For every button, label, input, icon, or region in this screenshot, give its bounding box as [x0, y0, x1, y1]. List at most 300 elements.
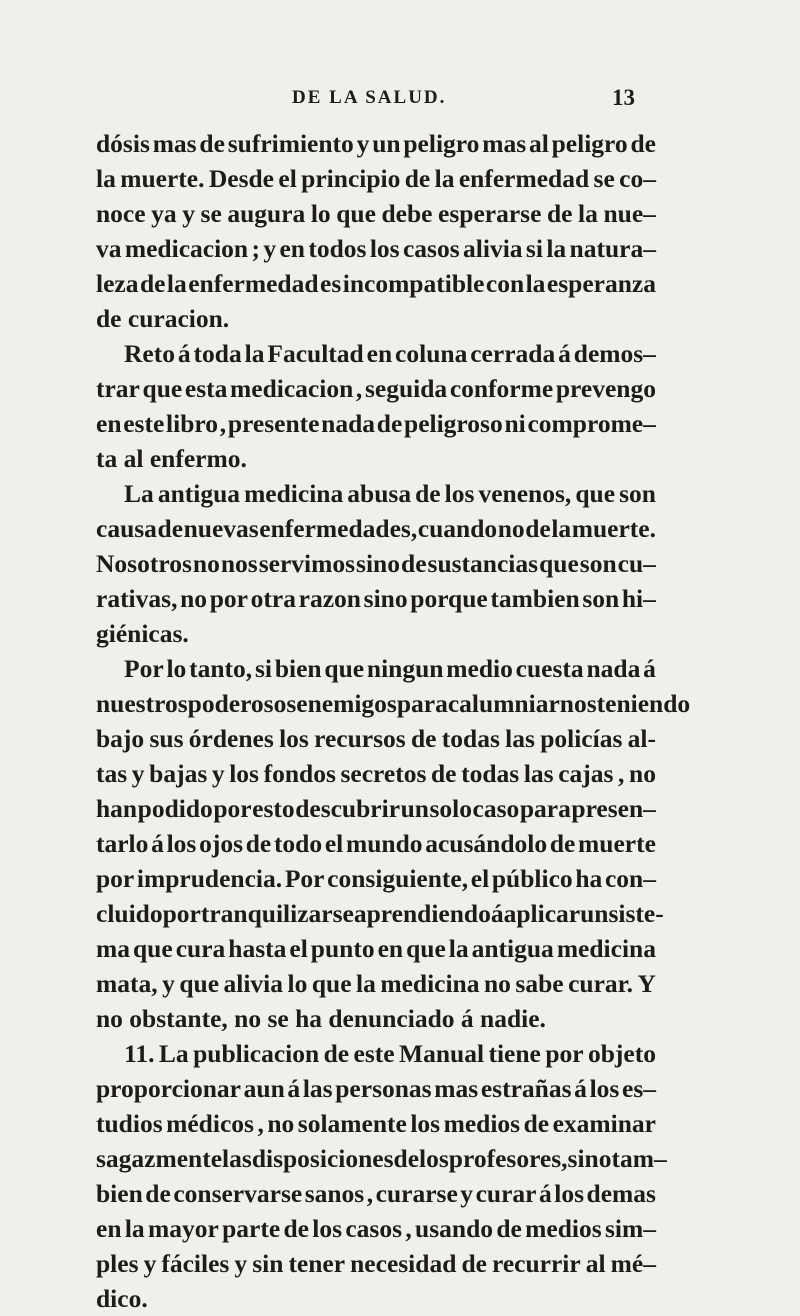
word: mas — [152, 129, 197, 158]
word: que — [142, 374, 183, 403]
word: de — [393, 1144, 420, 1173]
word: co– — [619, 164, 656, 193]
word: por — [545, 1039, 584, 1068]
word: al — [528, 129, 549, 158]
word: curar. — [568, 969, 633, 998]
word: rativas, — [96, 584, 178, 613]
word: con — [485, 269, 525, 298]
word: debe — [381, 199, 433, 228]
paragraph — [96, 651, 691, 1036]
word: mas — [434, 1074, 479, 1103]
text-line — [96, 1246, 656, 1281]
word: Y — [637, 969, 656, 998]
word: las — [505, 724, 535, 753]
word: de — [245, 829, 272, 858]
word: que — [311, 969, 352, 998]
word: necesidad — [350, 1249, 457, 1278]
word: de — [401, 549, 427, 578]
word: no — [483, 969, 511, 998]
word: podido — [137, 794, 213, 823]
word: seguida — [364, 374, 448, 403]
word: de — [431, 759, 457, 788]
word: las — [222, 1144, 252, 1173]
word: abusa — [347, 479, 412, 508]
word: medios — [443, 1109, 521, 1138]
text-line — [96, 826, 656, 861]
word: examinar — [552, 1109, 656, 1138]
word: , — [618, 759, 625, 788]
word: tambien — [490, 584, 580, 613]
word: natura– — [569, 234, 656, 263]
word: bajo — [96, 724, 145, 753]
text-line — [96, 861, 656, 896]
word: sagazmente — [96, 1144, 223, 1173]
word: fondos — [263, 759, 336, 788]
word: Manual — [399, 1039, 485, 1068]
word: curarse — [375, 1179, 458, 1208]
text-line — [96, 1071, 656, 1106]
word: tam– — [611, 1144, 667, 1173]
text-line — [96, 791, 656, 826]
word: cajas — [558, 759, 614, 788]
word: sanos — [304, 1179, 365, 1208]
word: todas — [441, 724, 500, 753]
word: causa — [96, 514, 157, 543]
word: peligro — [403, 129, 480, 158]
word: nue– — [603, 199, 656, 228]
word: nuestros — [96, 689, 188, 718]
text-line — [96, 721, 656, 756]
word: la — [525, 269, 546, 298]
word: , — [219, 409, 227, 438]
word: caso — [472, 794, 520, 823]
word: Por — [284, 864, 325, 893]
word: antigua — [471, 934, 554, 963]
word: consiguiente, — [327, 864, 469, 893]
word: hi– — [621, 584, 656, 613]
text-line: giénicas. — [96, 619, 189, 648]
word: medicacion — [230, 374, 354, 403]
word: de — [139, 269, 166, 298]
word: medio — [446, 654, 513, 683]
word: y — [211, 759, 225, 788]
word: de — [145, 1179, 171, 1208]
word: siste- — [608, 899, 664, 928]
word: enfermedad — [458, 164, 590, 193]
word: sino — [363, 584, 408, 613]
word: la — [124, 1214, 145, 1243]
word: no — [180, 584, 208, 613]
word: Por — [124, 654, 164, 683]
word: sim– — [604, 1214, 656, 1243]
word: objeto — [587, 1039, 656, 1068]
word: á — [574, 1074, 587, 1103]
word: los — [369, 234, 400, 263]
word: prevengo — [555, 374, 656, 403]
word: son — [579, 549, 617, 578]
word: á — [490, 899, 504, 928]
word: secretos — [340, 759, 427, 788]
text-line — [96, 126, 656, 161]
word: la — [578, 199, 598, 228]
word: presente — [227, 409, 320, 438]
word: libro — [166, 409, 218, 438]
word: publicacion — [193, 1039, 320, 1068]
word: bien — [96, 1179, 143, 1208]
word: La — [124, 479, 154, 508]
word: sino — [567, 1144, 612, 1173]
word: á — [287, 1074, 301, 1103]
word: fáciles — [161, 1249, 230, 1278]
word: á — [643, 654, 656, 683]
word: el — [278, 164, 297, 193]
word: mas — [482, 129, 527, 158]
word: y — [460, 1179, 474, 1208]
word: los — [419, 1144, 449, 1173]
text-line — [96, 476, 656, 511]
word: , — [405, 1214, 412, 1243]
word: bajas — [149, 759, 208, 788]
word: parte — [222, 1214, 281, 1243]
text-line — [96, 406, 656, 441]
text-line — [96, 1141, 667, 1176]
word: los — [554, 1179, 584, 1208]
word: nada — [586, 654, 641, 683]
paragraph — [96, 126, 656, 336]
word: á — [538, 1179, 552, 1208]
word: profesores, — [448, 1144, 568, 1173]
word: imprudencia. — [136, 864, 283, 893]
word: á — [151, 829, 164, 858]
word: médicos — [166, 1109, 254, 1138]
word: punto — [310, 934, 375, 963]
word: proporcionar — [96, 1074, 241, 1103]
word: medicina — [556, 934, 656, 963]
word: curar — [475, 1179, 537, 1208]
word: por — [213, 794, 252, 823]
word: aprendiendo — [353, 899, 491, 928]
word: sino — [356, 549, 400, 578]
word: los — [589, 1074, 620, 1103]
word: de — [546, 199, 573, 228]
text-line — [96, 161, 656, 196]
word: medicina — [380, 969, 480, 998]
word: en — [96, 409, 122, 438]
word: con– — [604, 864, 656, 893]
word: de — [404, 164, 431, 193]
word: de — [496, 1214, 522, 1243]
word: todo — [273, 829, 323, 858]
text-line — [96, 546, 656, 581]
page-number: 13 — [612, 85, 635, 110]
word: de — [415, 479, 441, 508]
text-line — [96, 581, 656, 616]
word: comprome– — [527, 409, 656, 438]
word: tiene — [488, 1039, 541, 1068]
running-title: DE LA SALUD. — [292, 87, 447, 108]
word: Facultad — [267, 339, 364, 368]
word: noce — [96, 199, 146, 228]
word: ningun — [366, 654, 444, 683]
word: no — [629, 759, 656, 788]
word: ojos — [199, 829, 243, 858]
word: en — [366, 339, 393, 368]
text-line — [96, 651, 656, 686]
word: muerte — [578, 829, 656, 858]
word: peligroso — [404, 409, 503, 438]
word: que — [539, 549, 579, 578]
text-line: de curacion. — [96, 304, 230, 333]
word: sufrimiento — [227, 129, 354, 158]
word: de — [323, 1039, 350, 1068]
word: teniendo — [596, 689, 691, 718]
word: va — [96, 234, 122, 263]
word: tanto, — [189, 654, 253, 683]
word: toda — [193, 339, 242, 368]
word: de — [630, 129, 656, 158]
word: que — [324, 654, 365, 683]
text-line — [96, 966, 656, 1001]
word: 11. — [124, 1039, 155, 1068]
word: tudios — [96, 1109, 163, 1138]
text-line — [96, 896, 664, 931]
word: no — [192, 549, 220, 578]
text-line — [96, 931, 656, 966]
word: de — [199, 129, 225, 158]
word: en — [377, 934, 404, 963]
word: sabe — [515, 969, 564, 998]
word: , — [257, 1109, 264, 1138]
word: sus — [149, 724, 184, 753]
word: la — [356, 969, 376, 998]
word: otra — [250, 584, 296, 613]
word: al- — [627, 724, 656, 753]
text-line — [96, 756, 656, 791]
word: cura — [175, 934, 226, 963]
word: y — [143, 1249, 157, 1278]
paragraph — [96, 336, 656, 476]
word: demos– — [573, 339, 656, 368]
word: Desde — [208, 164, 275, 193]
word: alivia — [223, 969, 284, 998]
word: bien — [274, 654, 322, 683]
word: cerrada — [470, 339, 556, 368]
word: antigua — [157, 479, 241, 508]
text-line — [96, 336, 656, 371]
word: lo — [166, 654, 187, 683]
word: las — [523, 759, 554, 788]
word: lo — [310, 199, 331, 228]
word: augura — [227, 199, 306, 228]
word: de — [523, 1109, 550, 1138]
word: las — [302, 1074, 333, 1103]
word: los — [279, 724, 309, 753]
word: todas — [461, 759, 520, 788]
word: demas — [586, 1179, 656, 1208]
word: poderosos — [187, 689, 297, 718]
word: estrañas — [480, 1074, 572, 1103]
word: esto — [252, 794, 295, 823]
word: la — [546, 234, 567, 263]
word: La — [158, 1039, 189, 1068]
word: muerte. — [120, 164, 205, 193]
word: sin — [252, 1249, 284, 1278]
word: medicacion — [124, 234, 249, 263]
text-line — [96, 1106, 656, 1141]
word: presen– — [571, 794, 656, 823]
word: cuesta — [515, 654, 584, 683]
word: los — [444, 479, 475, 508]
word: por — [209, 584, 248, 613]
word: nuevas — [183, 514, 259, 543]
word: la — [448, 934, 469, 963]
word: acusándolo — [425, 829, 548, 858]
paragraph — [96, 476, 656, 651]
word: y — [162, 969, 175, 998]
word: á — [558, 339, 571, 368]
word: un — [372, 129, 401, 158]
word: no — [267, 1109, 295, 1138]
word: la — [434, 164, 455, 193]
word: de — [549, 829, 576, 858]
word: mayor — [147, 1214, 219, 1243]
word: y — [234, 1249, 248, 1278]
word: un — [580, 899, 609, 928]
word: Nosotros — [96, 549, 192, 578]
text-line — [96, 196, 656, 231]
word: de — [525, 514, 551, 543]
word: porque — [410, 584, 488, 613]
word: y — [263, 234, 277, 263]
text-line — [96, 1211, 656, 1246]
word: al — [585, 1249, 606, 1278]
word: recursos — [314, 724, 406, 753]
word: ples — [96, 1249, 139, 1278]
word: tarlo — [96, 829, 149, 858]
word: que — [336, 199, 376, 228]
word: un — [400, 794, 429, 823]
word: ha — [575, 864, 603, 893]
word: todos — [308, 234, 367, 263]
word: se — [593, 164, 615, 193]
word: enfermedad — [188, 269, 319, 298]
word: incompatible — [342, 269, 485, 298]
word: recurrir — [491, 1249, 581, 1278]
word: , — [355, 374, 363, 403]
word: ; — [251, 234, 260, 263]
word: y — [131, 759, 145, 788]
text-line: no obstante, no se ha denunciado á nadie. — [96, 1004, 546, 1033]
word: coluna — [395, 339, 468, 368]
word: este — [353, 1039, 395, 1068]
word: que — [406, 934, 446, 963]
word: órdenes — [188, 724, 274, 753]
word: público — [491, 864, 573, 893]
word: venenos, — [478, 479, 572, 508]
word: alivia — [463, 234, 523, 263]
word: disposiciones — [251, 1144, 394, 1173]
word: se — [200, 199, 222, 228]
word: el — [289, 934, 308, 963]
word: para — [396, 689, 448, 718]
word: el — [470, 864, 490, 893]
text-line — [96, 1176, 656, 1211]
word: lo — [287, 969, 308, 998]
text-line — [96, 686, 691, 721]
word: en — [279, 234, 305, 263]
word: mé– — [610, 1249, 656, 1278]
word: es — [320, 269, 342, 298]
word: si — [254, 654, 272, 683]
word: y — [182, 199, 195, 228]
word: tener — [288, 1249, 346, 1278]
word: mata, — [96, 969, 158, 998]
word: este — [123, 409, 165, 438]
word: y — [356, 129, 370, 158]
word: principio — [301, 164, 401, 193]
word: ya — [151, 199, 177, 228]
text-line — [96, 266, 656, 301]
word: el — [324, 829, 344, 858]
word: policías — [540, 724, 623, 753]
word: de — [376, 409, 403, 438]
word: peligro — [551, 129, 628, 158]
word: casos — [402, 234, 460, 263]
word: de — [283, 1214, 309, 1243]
word: á — [177, 339, 191, 368]
word: enfermedades, — [259, 514, 418, 543]
text-line — [96, 371, 656, 406]
word: por — [96, 864, 135, 893]
text-line — [96, 231, 656, 266]
word: casos — [345, 1214, 403, 1243]
word: sustancias — [427, 549, 539, 578]
word: medicina — [244, 479, 344, 508]
word: solo — [429, 794, 472, 823]
word: calumniarnos — [447, 689, 597, 718]
word: en — [96, 1214, 122, 1243]
body-text — [96, 126, 691, 1316]
word: la — [244, 339, 265, 368]
word: cluido — [96, 899, 163, 928]
word: esperanza — [546, 269, 656, 298]
word: hasta — [228, 934, 287, 963]
word: que — [133, 934, 173, 963]
word: la — [96, 164, 116, 193]
word: ma — [96, 934, 130, 963]
word: trar — [96, 374, 140, 403]
word: usando — [415, 1214, 494, 1243]
word: aun — [243, 1074, 285, 1103]
word: si — [525, 234, 543, 263]
word: medios — [525, 1214, 602, 1243]
word: los — [312, 1214, 343, 1243]
word: no — [497, 514, 525, 543]
word: tas — [96, 759, 128, 788]
paragraph — [96, 1036, 667, 1316]
word: solamente — [297, 1109, 407, 1138]
word: nos — [220, 549, 258, 578]
text-line: ta al enfermo. — [96, 444, 247, 473]
word: de — [157, 514, 184, 543]
word: esta — [184, 374, 228, 403]
word: aplicar — [503, 899, 581, 928]
word: servimos — [258, 549, 356, 578]
word: , — [366, 1179, 374, 1208]
word: son — [619, 479, 656, 508]
word: de — [461, 1249, 487, 1278]
word: muerte. — [571, 514, 656, 543]
